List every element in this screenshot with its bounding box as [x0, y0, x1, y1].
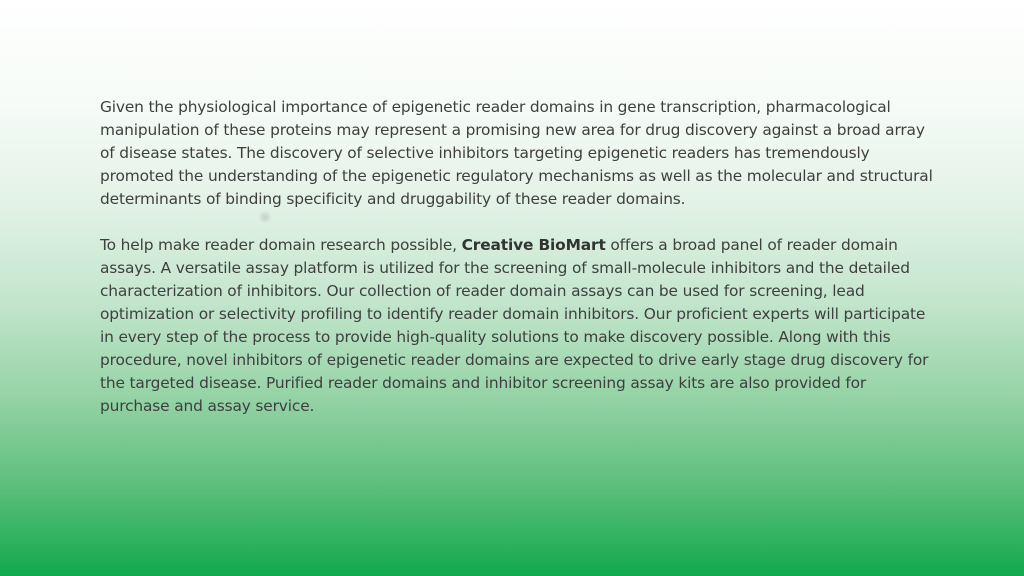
- paragraph-intro: Given the physiological importance of epigenetic reader domains in gene transcription, pharmacological manipulation of these proteins may represent a promising new area for drug discovery against a broad array of disease states. The discovery of selective inhibitors targeting epigenetic readers has tremendously promoted the understanding of the epigenetic regulatory mechanisms as well as the molecular and structural determinants of binding specificity and druggability of these reader domains.: [100, 98, 933, 208]
- body-text: [100, 96, 940, 418]
- paragraph-services-body: offers a broad panel of reader domain assays. A versatile assay platform is utilized for the screening of small-molecule inhibitors and the detailed characterization of inhibitors. Our collection of reader domain assays can be used for screening, lead optimization or selectivity profiling to identify reader domain inhibitors. Our proficient experts will participate in every step of the process to provide high-quality solutions to make discovery possible. Along with this procedure, novel inhibitors of epigenetic reader domains are expected to drive early stage drug discovery for the targeted disease. Purified reader domains and inhibitor screening assay kits are also provided for purchase and assay service.: [100, 236, 929, 415]
- paragraph-services-lead: To help make reader domain research possible,: [100, 236, 462, 254]
- brand-name: Creative BioMart: [461, 236, 606, 254]
- faint-watermark-dot: [258, 210, 272, 224]
- paragraph-services: [100, 234, 940, 418]
